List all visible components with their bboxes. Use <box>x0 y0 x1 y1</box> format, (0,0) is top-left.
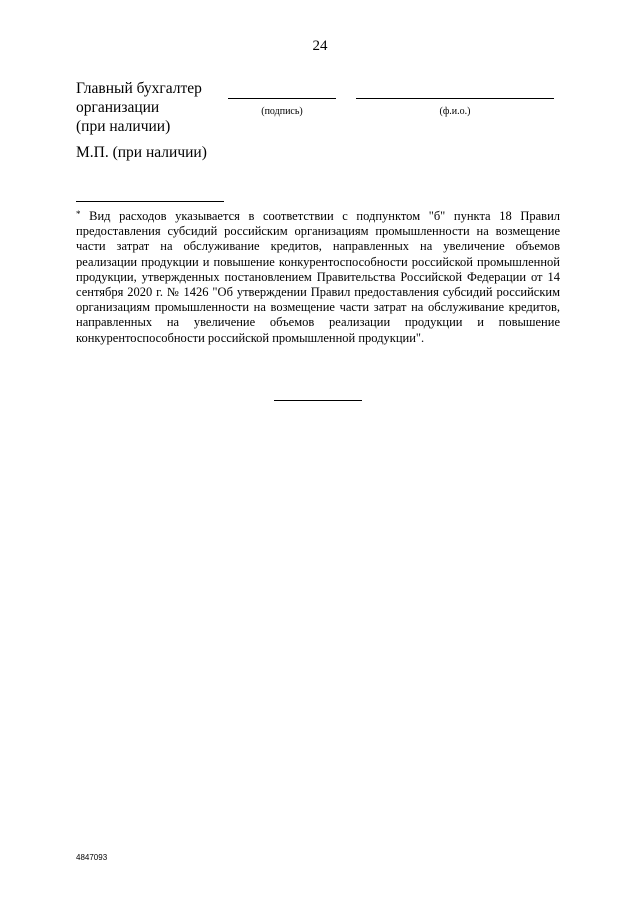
footnote <box>76 209 560 346</box>
stamp-placeholder: М.П. (при наличии) <box>76 144 207 161</box>
name-line <box>356 98 554 99</box>
signature-line <box>228 98 336 99</box>
signer-title <box>76 79 202 136</box>
document-code: 4847093 <box>76 853 108 862</box>
signer-title-line-1: Главный бухгалтер <box>76 80 202 97</box>
footnote-marker: * <box>76 209 81 219</box>
signer-title-line-2: организации <box>76 99 160 116</box>
footnote-separator <box>76 201 224 202</box>
name-caption: (ф.и.о.) <box>439 106 471 117</box>
signature-caption: (подпись) <box>261 106 303 117</box>
footnote-text: Вид расходов указывается в соответствии с подпунктом "б" пункта 18 Правил предоставления субсидий российским организациям промышленности на возмещение части затрат на обслуживание кредитов, направленных на увеличение объемов реализации продукции и повышение конкурентоспособности российской промышленной продукции, утвержденных постановлением Правительства Российской Федерации от 14 сентября 2020 г. № 1426 "Об утверждении Правил предоставления субсидий российским организациям промышленности на возмещение части затрат на обслуживание кредитов, направленных на увеличение объемов реализации продукции и повышение конкурентоспособности российской промышленной продукции". <box>76 209 560 345</box>
page-number: 24 <box>312 38 328 54</box>
signer-title-line-3: (при наличии) <box>76 118 171 135</box>
end-of-document-rule <box>274 400 362 401</box>
